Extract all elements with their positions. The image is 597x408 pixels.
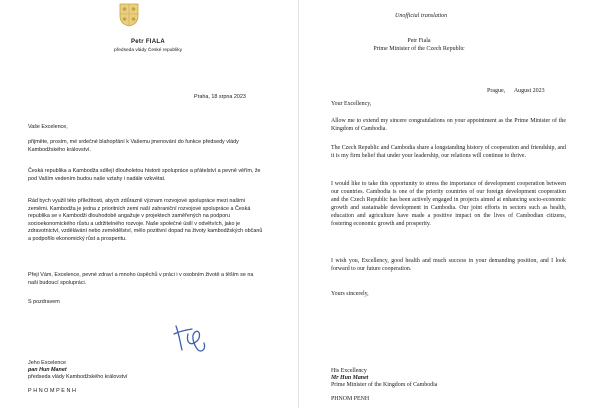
recipient-line-2: pan Hun Manet [28, 367, 67, 373]
page-divider [298, 0, 299, 408]
handwritten-signature [170, 320, 210, 356]
place-date: Prague, August 2023 [487, 88, 545, 94]
sender-name: Petr Fiala [407, 38, 431, 44]
closing: Yours sincerely, [331, 291, 369, 297]
sender-role: předseda vlády České republiky [114, 48, 182, 53]
salutation: Vaše Excelence, [28, 124, 68, 130]
paragraph-2: Česká republika a Kambodža sdílejí dlouholetou historii spolupráce a přátelství a pevně věřím, že pod Vaším vedením budou naše vztahy i nadále vzkvétat. [28, 168, 261, 182]
czech-letter [0, 0, 296, 408]
recipient-city: PHNOMPENH [28, 388, 78, 394]
translation-note: Unofficial translation [395, 13, 448, 19]
paragraph-1: Allow me to extend my sincere congratulations on your appointment as the Prime Minister of the Kingdom of Cambodia. [331, 118, 566, 133]
recipient-line-3: Prime Minister of the Kingdom of Cambodia [331, 382, 438, 388]
paragraph-4: I wish you, Excellency, good health and much success in your demanding position, and I look forward to our future cooperation. [331, 258, 566, 273]
recipient-line-2: Mr Hun Manet [331, 375, 369, 381]
paragraph-3: I would like to take this opportunity to stress the importance of development cooperation between our countries. Cambodia is one of the priority countries of our foreign development cooperation and the Czech Republic has been actively engaged in projects aimed at enhancing socio-economic growth and sustainable development in Cambodia. Our joint efforts in sectors such as health, education and agriculture have made a positive impact on the lives of Cambodian citizens, fostering economic growth and prosperity. [331, 181, 566, 228]
paragraph-4: Přeji Vám, Excelence, pevné zdraví a mnoho úspěchů v práci i v osobním životě a těším se na naši budoucí spolupráci. [28, 272, 254, 286]
english-translation [301, 0, 597, 408]
recipient-city: PHNOM PENH [331, 396, 370, 402]
closing: S pozdravem [28, 299, 60, 305]
paragraph-1: přijměte, prosím, mé srdečné blahopřání k Vašemu jmenování do funkce předsedy vlády Kambodžského království. [28, 139, 239, 153]
paragraph-3: Rád bych využil této příležitosti, abych zdůraznil význam rozvojové spolupráce mezi našimi zeměmi. Kambodža je jedna z prioritních zemí naší zahraniční rozvojové spolupráce a Česká republika se v Kambodži dlouhodobě angažuje v projektech zaměřených na podporu socioekonomického růstu a udržitelného rozvoje. Naše společné úsilí v odvětvích, jako je zdravotnictví, vzdělávání nebo zemědělství, mělo pozitivní dopad na životy kambodžských občanů a podpořilo ekonomický růst a prosperitu. [28, 198, 263, 242]
recipient-line-1: Jeho Excelence [28, 360, 67, 366]
salutation: Your Excellency, [331, 101, 372, 107]
sender-name: Petr FIALA [130, 39, 165, 45]
recipient-line-3: předseda vlády Kambodžského království [28, 374, 128, 380]
place-date: Praha, 18 srpna 2023 [194, 94, 246, 100]
sender-role: Prime Minister of the Czech Republic [373, 46, 465, 52]
paragraph-2: The Czech Republic and Cambodia share a longstanding history of cooperation and friendship, and it is my firm belief that under your leadership, our relations will continue to thrive. [331, 145, 566, 160]
state-emblem-icon [119, 3, 139, 27]
recipient-line-1: His Excellency [331, 368, 367, 374]
